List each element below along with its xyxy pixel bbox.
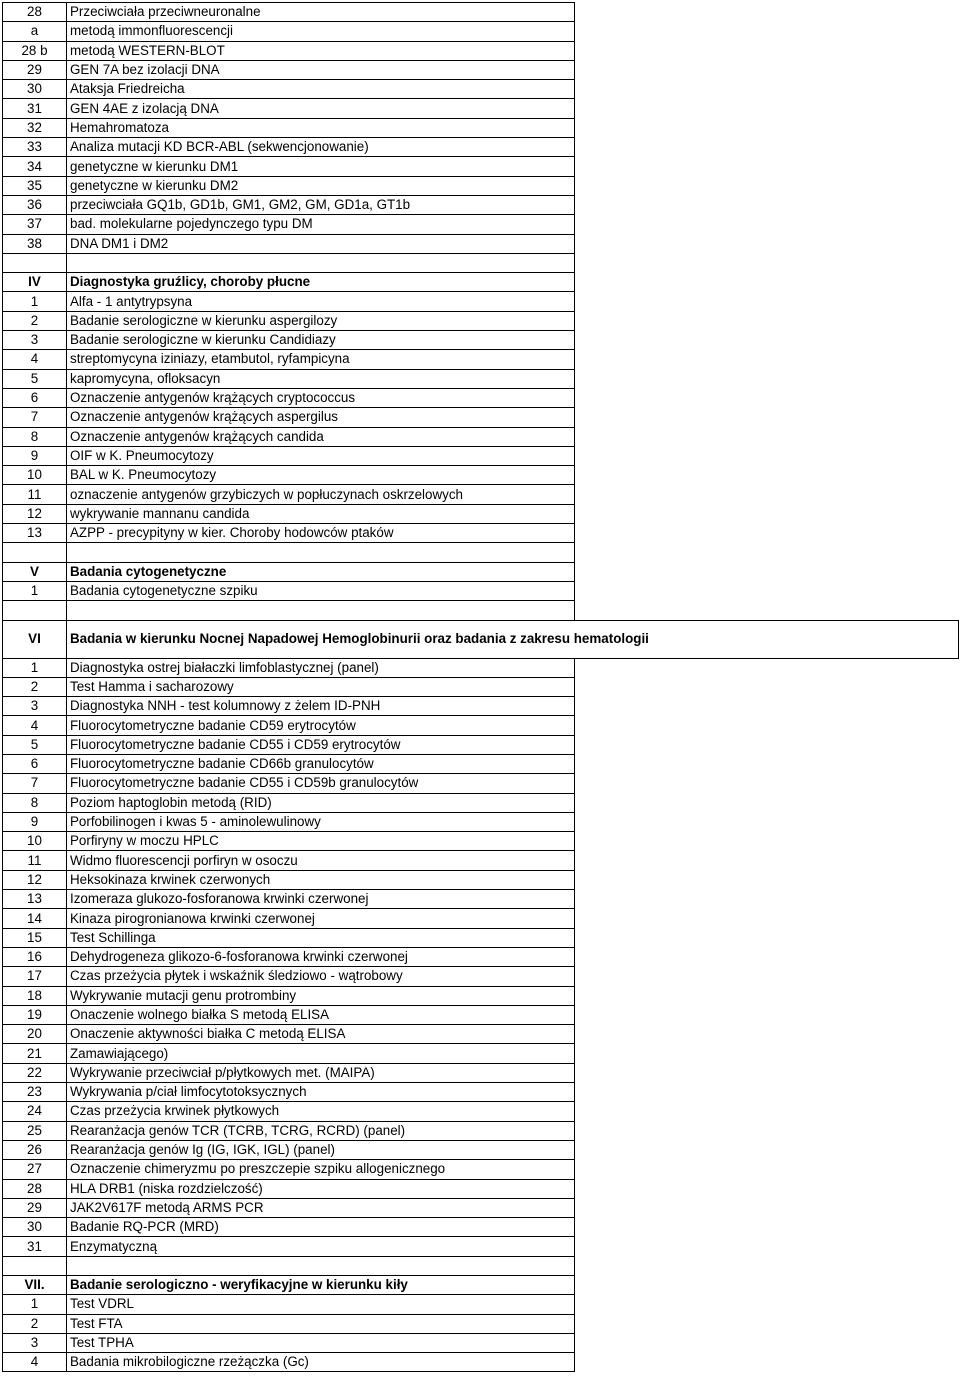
empty-cell [575,1237,959,1256]
table-row [3,1333,959,1352]
test-name: Fluorocytometryczne badanie CD59 erytrocytów [67,716,575,735]
test-name: Badanie serologiczne w kierunku Candidiazy [67,331,575,350]
row-number: 20 [3,1025,67,1044]
empty-cell [67,1256,575,1275]
row-number: 4 [3,350,67,369]
table-row [3,1198,959,1217]
test-name: Rearanżacja genów TCR (TCRB, TCRG, RCRD) (panel) [67,1121,575,1140]
row-number: 30 [3,1218,67,1237]
row-number: 28 [3,3,67,22]
test-name: Heksokinaza krwinek czerwonych [67,870,575,889]
test-name: kapromycyna, ofloksacyn [67,369,575,388]
table-row [3,427,959,446]
empty-cell [575,967,959,986]
empty-cell [575,812,959,831]
row-number: 12 [3,504,67,523]
row-number: 22 [3,1063,67,1082]
empty-cell [575,986,959,1005]
empty-cell [575,1218,959,1237]
table-row [3,658,959,677]
table-row [3,1314,959,1333]
table-row [3,292,959,311]
table-row [3,928,959,947]
section-title: Badania w kierunku Nocnej Napadowej Hemoglobinurii oraz badania z zakresu hematologii [67,620,959,658]
table-row [3,1083,959,1102]
table-row [3,793,959,812]
empty-cell [575,947,959,966]
table-row [3,1063,959,1082]
test-name: wykrywanie mannanu candida [67,504,575,523]
empty-cell [575,1160,959,1179]
row-number: 23 [3,1083,67,1102]
empty-cell [575,890,959,909]
test-name: Enzymatyczną [67,1237,575,1256]
empty-cell [67,543,575,562]
row-number: 33 [3,138,67,157]
row-number: VI [3,620,67,658]
empty-cell [575,697,959,716]
empty-cell [575,716,959,735]
test-name: Porfiryny w moczu HPLC [67,832,575,851]
row-number: 37 [3,215,67,234]
empty-cell [3,253,67,272]
table-row [3,446,959,465]
test-name: DNA DM1 i DM2 [67,234,575,253]
table-row [3,369,959,388]
table-row [3,967,959,986]
row-number: 32 [3,118,67,137]
table-row [3,22,959,41]
empty-cell [575,1179,959,1198]
table-row [3,408,959,427]
separator-row [3,1256,959,1275]
empty-cell [575,138,959,157]
test-name: Zamawiającego) [67,1044,575,1063]
table-row [3,1353,959,1372]
table-row [3,157,959,176]
test-name: Diagnostyka NNH - test kolumnowy z żelem ID-PNH [67,697,575,716]
table-row [3,812,959,831]
empty-cell [575,234,959,253]
section-title: Diagnostyka gruźlicy, choroby płucne [67,273,575,292]
empty-cell [575,1333,959,1352]
empty-cell [575,118,959,137]
test-name: Rearanżacja genów Ig (IG, IGK, IGL) (panel) [67,1140,575,1159]
table-row [3,909,959,928]
test-name: Ataksja Friedreicha [67,80,575,99]
test-name: Wykrywanie przeciwciał p/płytkowych met. (MAIPA) [67,1063,575,1082]
test-name: AZPP - precypityny w kier. Choroby hodowców ptaków [67,524,575,543]
table-row [3,215,959,234]
test-name: oznaczenie antygenów grzybiczych w popłuczynach oskrzelowych [67,485,575,504]
row-number: 10 [3,832,67,851]
row-number: 14 [3,909,67,928]
row-number: 18 [3,986,67,1005]
table-row [3,1160,959,1179]
test-name: przeciwciała GQ1b, GD1b, GM1, GM2, GM, GD1a, GT1b [67,195,575,214]
empty-cell [575,273,959,292]
empty-cell [575,909,959,928]
row-number: 28 b [3,41,67,60]
row-number: 9 [3,446,67,465]
empty-cell [575,1102,959,1121]
test-name: Alfa - 1 antytrypsyna [67,292,575,311]
separator-row [3,601,959,620]
row-number: 1 [3,1295,67,1314]
table-row [3,870,959,889]
separator-row [3,253,959,272]
table-row [3,1102,959,1121]
row-number: 8 [3,793,67,812]
row-number: 11 [3,485,67,504]
empty-cell [575,562,959,581]
empty-cell [3,1256,67,1275]
empty-cell [67,601,575,620]
test-name: Badanie serologiczne w kierunku aspergilozy [67,311,575,330]
table-row [3,581,959,600]
row-number: 8 [3,427,67,446]
row-number: 2 [3,1314,67,1333]
empty-cell [575,1314,959,1333]
test-name: Onaczenie aktywności białka C metodą ELISA [67,1025,575,1044]
table-row [3,176,959,195]
empty-cell [575,253,959,272]
empty-cell [575,1025,959,1044]
table-row [3,735,959,754]
test-name: Fluorocytometryczne badanie CD55 i CD59b granulocytów [67,774,575,793]
test-name: Diagnostyka ostrej białaczki limfoblastycznej (panel) [67,658,575,677]
table-row [3,99,959,118]
row-number: 1 [3,658,67,677]
empty-cell [575,1276,959,1295]
row-number: IV [3,273,67,292]
test-name: Analiza mutacji KD BCR-ABL (sekwencjonowanie) [67,138,575,157]
row-number: 1 [3,581,67,600]
empty-cell [575,215,959,234]
table-row [3,851,959,870]
test-name: GEN 7A bez izolacji DNA [67,60,575,79]
test-name: Oznaczenie antygenów krążących candida [67,427,575,446]
row-number: 19 [3,1005,67,1024]
table-row [3,3,959,22]
test-name: Dehydrogeneza glikozo-6-fosforanowa krwinki czerwonej [67,947,575,966]
table-row [3,466,959,485]
table-row [3,986,959,1005]
empty-cell [575,543,959,562]
price-table [2,2,959,1372]
table-row [3,677,959,696]
row-number: 31 [3,99,67,118]
row-number: 30 [3,80,67,99]
section-header-row [3,562,959,581]
empty-cell [575,870,959,889]
row-number: 35 [3,176,67,195]
test-name: Fluorocytometryczne badanie CD55 i CD59 erytrocytów [67,735,575,754]
row-number: 11 [3,851,67,870]
test-name: GEN 4AE z izolacją DNA [67,99,575,118]
empty-cell [575,60,959,79]
empty-cell [575,1295,959,1314]
empty-cell [575,1063,959,1082]
empty-cell [575,3,959,22]
test-name: Test Hamma i sacharozowy [67,677,575,696]
row-number: 12 [3,870,67,889]
empty-cell [575,369,959,388]
section-header-row [3,1276,959,1295]
test-name: Czas przeżycia płytek i wskaźnik śledziowo - wątrobowy [67,967,575,986]
table-row [3,1025,959,1044]
test-name: streptomycyna iziniazy, etambutol, ryfampicyna [67,350,575,369]
row-number: 5 [3,369,67,388]
row-number: 1 [3,292,67,311]
test-name: genetyczne w kierunku DM2 [67,176,575,195]
empty-cell [575,1198,959,1217]
row-number: 15 [3,928,67,947]
empty-cell [575,851,959,870]
table-row [3,524,959,543]
empty-cell [575,735,959,754]
table-row [3,716,959,735]
test-name: JAK2V617F metodą ARMS PCR [67,1198,575,1217]
test-name: HLA DRB1 (niska rozdzielczość) [67,1179,575,1198]
empty-cell [575,754,959,773]
row-number: 26 [3,1140,67,1159]
separator-row [3,543,959,562]
table-row [3,118,959,137]
table-row [3,138,959,157]
row-number: 29 [3,1198,67,1217]
table-row [3,1237,959,1256]
table-row [3,697,959,716]
table-row [3,388,959,407]
test-name: OIF w K. Pneumocytozy [67,446,575,465]
test-name: Poziom haptoglobin metodą (RID) [67,793,575,812]
section-header-row [3,620,959,658]
empty-cell [575,1256,959,1275]
test-name: Badanie RQ-PCR (MRD) [67,1218,575,1237]
row-number: 31 [3,1237,67,1256]
section-header-row [3,273,959,292]
row-number: 34 [3,157,67,176]
row-number: 36 [3,195,67,214]
empty-cell [575,99,959,118]
table-row [3,311,959,330]
empty-cell [575,1140,959,1159]
test-name: metodą WESTERN-BLOT [67,41,575,60]
test-name: Test TPHA [67,1333,575,1352]
table-row [3,1179,959,1198]
test-name: metodą immonfluorescencji [67,22,575,41]
test-name: Test FTA [67,1314,575,1333]
table-row [3,1005,959,1024]
empty-cell [3,601,67,620]
table-row [3,485,959,504]
empty-cell [575,793,959,812]
empty-cell [575,176,959,195]
row-number: 3 [3,697,67,716]
row-number: 21 [3,1044,67,1063]
empty-cell [575,331,959,350]
row-number: 24 [3,1102,67,1121]
table-row [3,754,959,773]
price-table-body [3,3,959,1372]
test-name: Oznaczenie chimeryzmu po preszczepie szpiku allogenicznego [67,1160,575,1179]
test-name: Onaczenie wolnego białka S metodą ELISA [67,1005,575,1024]
empty-cell [575,832,959,851]
table-row [3,832,959,851]
empty-cell [67,253,575,272]
empty-cell [575,446,959,465]
empty-cell [575,774,959,793]
table-row [3,80,959,99]
table-row [3,234,959,253]
row-number: 7 [3,774,67,793]
table-row [3,331,959,350]
test-name: bad. molekularne pojedynczego typu DM [67,215,575,234]
table-row [3,1295,959,1314]
test-name: Porfobilinogen i kwas 5 - aminolewulinowy [67,812,575,831]
test-name: Przeciwciała przeciwneuronalne [67,3,575,22]
table-row [3,504,959,523]
row-number: 2 [3,677,67,696]
empty-cell [3,543,67,562]
test-name: Izomeraza glukozo-fosforanowa krwinki czerwonej [67,890,575,909]
row-number: 3 [3,1333,67,1352]
empty-cell [575,466,959,485]
test-name: Wykrywanie mutacji genu protrombiny [67,986,575,1005]
row-number: 16 [3,947,67,966]
empty-cell [575,524,959,543]
table-row [3,350,959,369]
row-number: a [3,22,67,41]
row-number: 7 [3,408,67,427]
test-name: Badania mikrobilogiczne rzeżączka (Gc) [67,1353,575,1372]
test-name: Fluorocytometryczne badanie CD66b granulocytów [67,754,575,773]
empty-cell [575,1083,959,1102]
test-name: genetyczne w kierunku DM1 [67,157,575,176]
test-name: Czas przeżycia krwinek płytkowych [67,1102,575,1121]
empty-cell [575,658,959,677]
test-name: Badania cytogenetyczne szpiku [67,581,575,600]
empty-cell [575,195,959,214]
empty-cell [575,504,959,523]
row-number: 4 [3,716,67,735]
section-title: Badanie serologiczno - weryfikacyjne w kierunku kiły [67,1276,575,1295]
empty-cell [575,157,959,176]
table-row [3,1121,959,1140]
row-number: 2 [3,311,67,330]
table-row [3,195,959,214]
empty-cell [575,311,959,330]
test-name: Oznaczenie antygenów krążących aspergilus [67,408,575,427]
test-name: Oznaczenie antygenów krążących cryptococcus [67,388,575,407]
empty-cell [575,677,959,696]
empty-cell [575,80,959,99]
test-name: Test Schillinga [67,928,575,947]
test-name: Test VDRL [67,1295,575,1314]
test-name: Hemahromatoza [67,118,575,137]
empty-cell [575,1121,959,1140]
row-number: 9 [3,812,67,831]
empty-cell [575,388,959,407]
empty-cell [575,292,959,311]
section-title: Badania cytogenetyczne [67,562,575,581]
empty-cell [575,350,959,369]
row-number: 6 [3,754,67,773]
table-row [3,890,959,909]
row-number: 27 [3,1160,67,1179]
empty-cell [575,928,959,947]
empty-cell [575,1353,959,1372]
table-row [3,1044,959,1063]
table-row [3,41,959,60]
empty-cell [575,601,959,620]
empty-cell [575,41,959,60]
test-name: Widmo fluorescencji porfiryn w osoczu [67,851,575,870]
row-number: 28 [3,1179,67,1198]
table-row [3,774,959,793]
row-number: 6 [3,388,67,407]
test-name: Kinaza pirogronianowa krwinki czerwonej [67,909,575,928]
table-row [3,947,959,966]
table-row [3,1218,959,1237]
empty-cell [575,485,959,504]
row-number: 13 [3,524,67,543]
empty-cell [575,581,959,600]
row-number: 3 [3,331,67,350]
test-name: Wykrywania p/ciał limfocytotoksycznych [67,1083,575,1102]
row-number: 17 [3,967,67,986]
row-number: 25 [3,1121,67,1140]
row-number: 38 [3,234,67,253]
empty-cell [575,22,959,41]
empty-cell [575,1005,959,1024]
row-number: VII. [3,1276,67,1295]
table-row [3,60,959,79]
row-number: 13 [3,890,67,909]
row-number: V [3,562,67,581]
table-row [3,1140,959,1159]
row-number: 5 [3,735,67,754]
row-number: 4 [3,1353,67,1372]
empty-cell [575,1044,959,1063]
test-name: BAL w K. Pneumocytozy [67,466,575,485]
row-number: 29 [3,60,67,79]
empty-cell [575,408,959,427]
empty-cell [575,427,959,446]
row-number: 10 [3,466,67,485]
